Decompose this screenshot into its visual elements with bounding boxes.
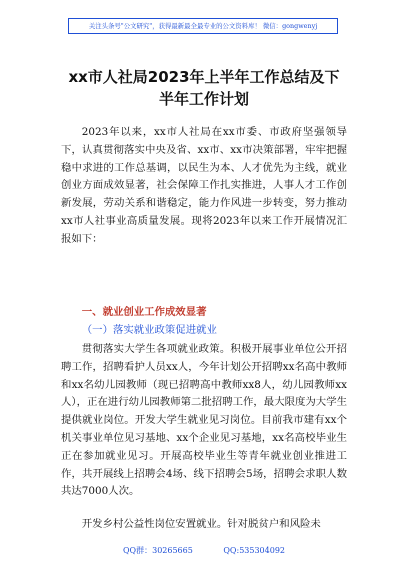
footer-qq: QQ:535304092 bbox=[223, 546, 285, 555]
header-banner: 关注头条号"公文研究"，获得最新最全最专业的公文资料库！ 微信：gongwenyj bbox=[68, 18, 338, 34]
subsection-heading: （一）落实就业政策促进就业 bbox=[81, 324, 217, 336]
body-paragraph-1: 贯彻落实大学生各项就业政策。积极开展事业单位公开招聘工作，招聘看护人员xx人，今年计划公开招聘xx名高中教师和xx名幼儿园教师（现已招聘高中教师xx8人，幼儿园教师xx人），正在进行幼儿园教师第二批招聘工作，最大限度为大学生提供就业岗位。开发大学生就业见习岗位。目前我市建有xx个机关事业单位见习基地、xx个企业见习基地，xx名高校毕业生正在参加就业见习。开展高校毕业生等青年就业创业推进工作，共开展线上招聘会4场、线下招聘会5场，招聘会求职人数共达7000人次。 bbox=[61, 343, 347, 498]
section-heading: 一、就业创业工作成效显著 bbox=[81, 306, 207, 318]
footer-qq-group: QQ群：30265665 bbox=[122, 546, 193, 555]
body-paragraph-2: 开发乡村公益性岗位安置就业。针对脱贫户和风险未 bbox=[81, 518, 321, 530]
document-title bbox=[40, 66, 368, 110]
title-line-2: 半年工作计划 bbox=[158, 90, 249, 108]
title-line-1: xx市人社局2023年上半年工作总结及下 bbox=[68, 68, 340, 86]
footer bbox=[0, 545, 408, 557]
intro-paragraph: 2023年以来，xx市人社局在xx市委、市政府坚强领导下，认真贯彻落实中央及省、xx市、xx市决策部署，牢牢把握稳中求进的工作总基调，以民生为本、人才优先为主线，就业创业方面成效显著，社会保障工作扎实推进，人事人才工作创新发展，劳动关系和谐稳定，能力作风进一步转变，努力推动xx市人社事业高质量发展。现将2023年以来工作开展情况汇报如下： bbox=[61, 126, 347, 245]
